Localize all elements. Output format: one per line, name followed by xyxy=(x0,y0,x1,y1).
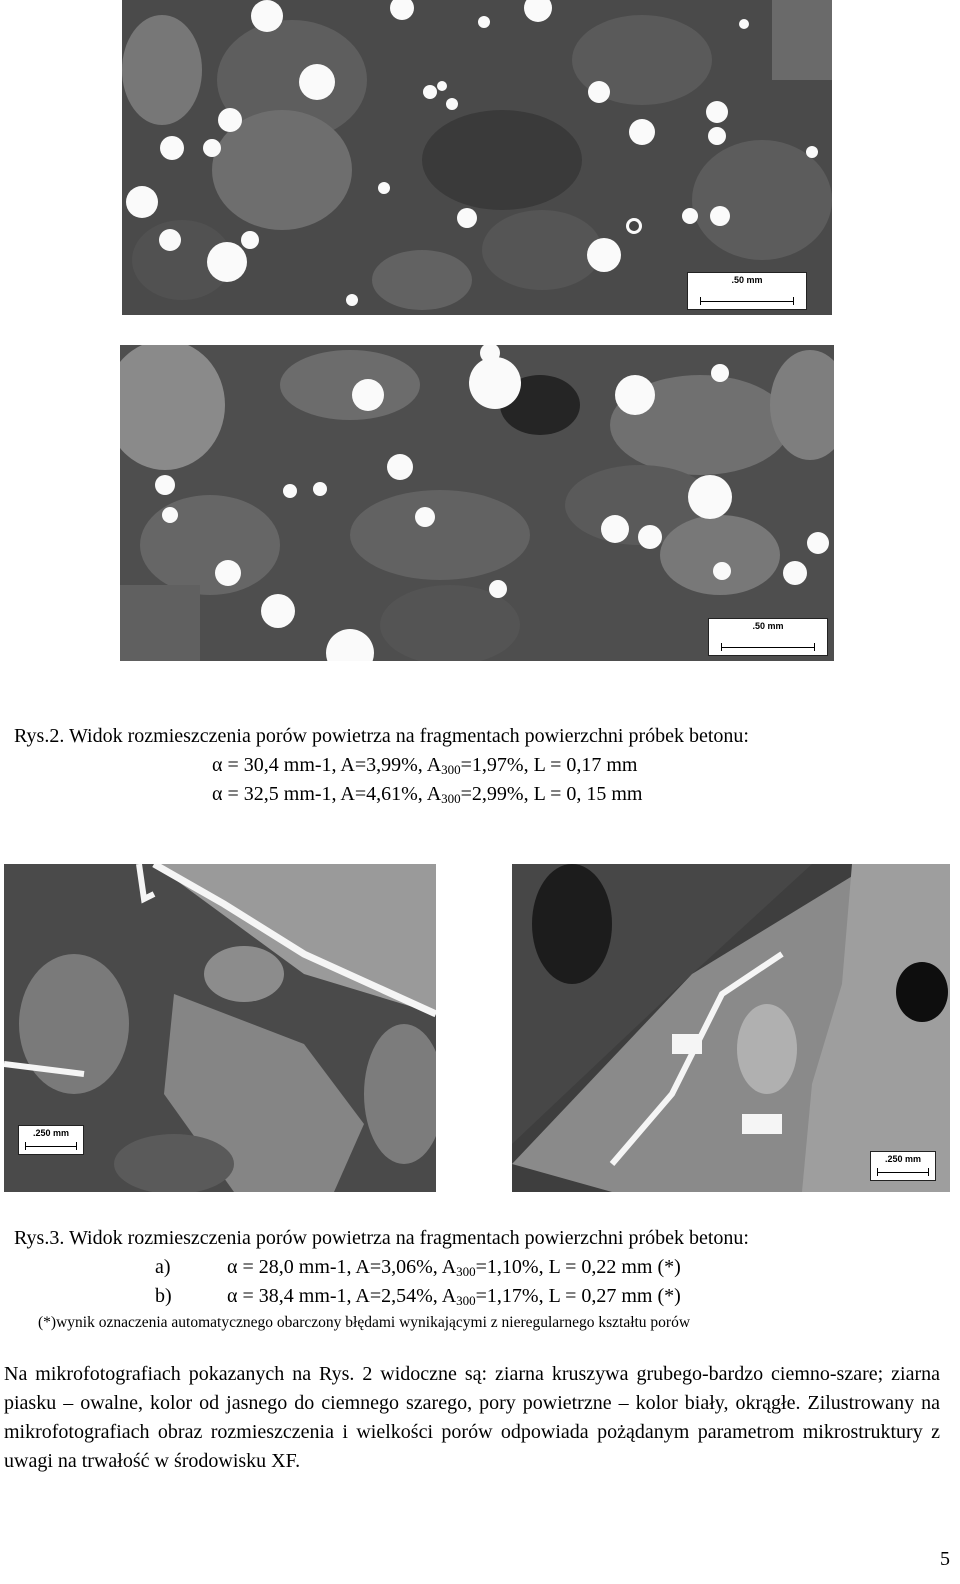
caption-2-line-1-main: α = 30,4 mm-1, A=3,99%, A xyxy=(212,754,442,776)
caption-3-item-b xyxy=(155,1284,681,1308)
caption-3-note: (*)wynik oznaczenia automatycznego obarczony błędami wynikającymi z nieregularnego kształtu porów xyxy=(38,1314,691,1331)
scale-bar-3b-line xyxy=(877,1172,928,1173)
scale-bar-3b-label: .250 mm xyxy=(884,1154,922,1164)
scale-bar-3a xyxy=(18,1125,84,1155)
caption-3-item-a-label: a) xyxy=(155,1256,171,1278)
caption-2-line-2 xyxy=(212,782,642,806)
scale-bar-1-label: .50 mm xyxy=(731,275,763,285)
caption-2-line-2-main: α = 32,5 mm-1, A=4,61%, A xyxy=(212,783,442,805)
caption-3-title: Rys.3. Widok rozmieszczenia porów powietrza na fragmentach powierzchni próbek betonu: xyxy=(14,1227,749,1249)
caption-2-title: Rys.2. Widok rozmieszczenia porów powietrza na fragmentach powierzchni próbek betonu: xyxy=(14,725,749,747)
scale-bar-3b xyxy=(870,1151,936,1181)
caption-3-item-b-sub: 300 xyxy=(456,1293,476,1308)
scale-bar-3a-line xyxy=(25,1146,76,1147)
body-paragraph: Na mikrofotografiach pokazanych na Rys. 2 widoczne są: ziarna kruszywa grubego-bardzo ciemno-szare; ziarna piasku – owalne, kolor od jasnego do ciemnego szarego, pory powietrzne – kolor biały, okrągłe. Zilustrowany na mikrofotografiach obraz rozmieszczenia i wielkości porów odpowiada pożądanym parametrom mikrostruktury z uwagi na trwałość w środowisku XF. xyxy=(4,1363,940,1472)
micrograph-1-image xyxy=(122,0,832,315)
micrograph-3b xyxy=(512,864,950,1192)
caption-3-item-a-main: α = 28,0 mm-1, A=3,06%, A xyxy=(227,1256,457,1278)
caption-2-line-1 xyxy=(212,753,637,777)
page-number: 5 xyxy=(940,1548,950,1570)
scale-bar-2-label: .50 mm xyxy=(752,621,784,631)
caption-3-item-a-rest: =1,10%, L = 0,22 mm (*) xyxy=(475,1256,681,1278)
scale-bar-2-line xyxy=(721,647,815,648)
caption-2-line-1-rest: =1,97%, L = 0,17 mm xyxy=(460,754,638,776)
caption-3-item-b-rest: =1,17%, L = 0,27 mm (*) xyxy=(475,1285,681,1307)
scale-bar-1-line xyxy=(700,301,794,302)
caption-2-line-2-rest: =2,99%, L = 0, 15 mm xyxy=(460,783,643,805)
caption-3-item-a xyxy=(155,1255,681,1279)
micrograph-3b-image xyxy=(512,864,950,1192)
caption-3-item-b-main: α = 38,4 mm-1, A=2,54%, A xyxy=(227,1285,457,1307)
scale-bar-3a-label: .250 mm xyxy=(32,1128,70,1138)
micrograph-2-image xyxy=(120,345,834,661)
caption-3-item-b-label: b) xyxy=(155,1285,172,1307)
scale-bar-1 xyxy=(687,272,807,310)
caption-2-line-2-sub: 300 xyxy=(441,791,461,806)
scale-bar-2 xyxy=(708,618,828,656)
micrograph-1 xyxy=(122,0,832,315)
micrograph-2 xyxy=(120,345,834,661)
micrograph-3a xyxy=(4,864,436,1192)
caption-2-line-1-sub: 300 xyxy=(441,762,461,777)
caption-3-item-a-sub: 300 xyxy=(456,1264,476,1279)
